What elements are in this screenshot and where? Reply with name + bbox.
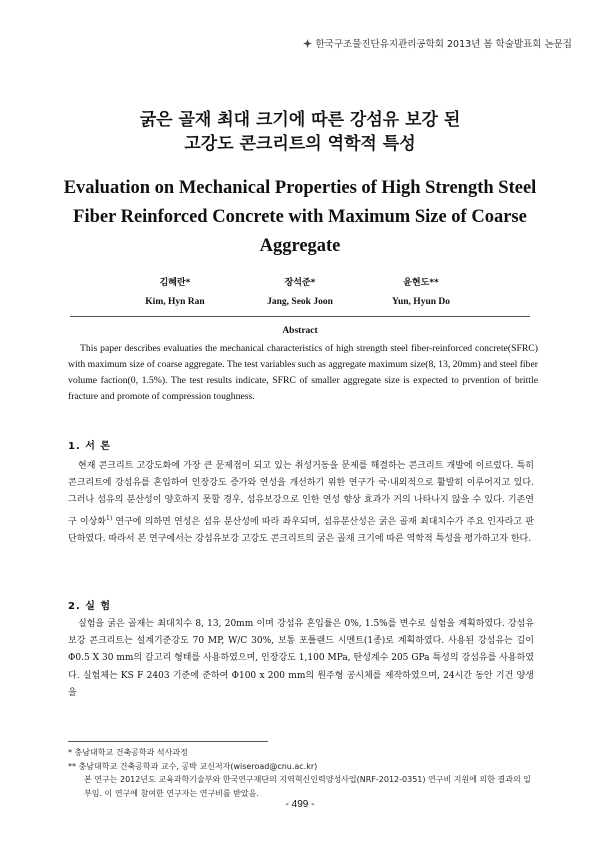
- author-2-english-name: Jang, Seok Joon: [267, 297, 333, 307]
- section-2-body: 실험을 굵은 골재는 최대치수 8, 13, 20mm 이며 강섬유 혼입률은 0%, 1.5%를 변수로 실험을 계획하였다. 강섬유보강 콘크리트는 설계기준강도 70 MP, W/C 30%, 보통 포틀랜드 시멘트(1종)로 계획하였다. 사용된 강섬유는 길이 Φ0.5 X 30 mm의 갈고리 형태를 사용하였으며, 인장강도 1,100 MPa, 탄성계수 205 GPa 특성의 강섬유를 사용하였다. 실험체는 KS F 2403 기준에 준하여 Φ100 x 200 mm의 원주형 공시체를 제작하였으며, 24시간 동안 기건 양생을: [68, 619, 534, 698]
- footnote-1: * 충남대학교 건축공학과 석사과정: [68, 748, 188, 757]
- english-title: [40, 174, 560, 261]
- conference-logo-icon: [303, 39, 312, 48]
- title-divider: [70, 316, 530, 317]
- author-2: [235, 274, 365, 312]
- author-1-english-name: Kim, Hyn Ran: [145, 297, 205, 307]
- footnote-funding: 본 연구는 2012년도 교육과학기술부와 한국연구재단의 지역혁신인력양성사업(NRF-2012-0351) 연구비 지원에 의한 결과의 일부임. 이 연구에 참여한 연구자는 연구비를 받았음.: [84, 775, 531, 798]
- section-1-body: [68, 458, 534, 548]
- citation-marker: 1): [106, 514, 113, 522]
- section-2-heading: 2. 실 험: [68, 601, 112, 612]
- header-text: 한국구조물진단유지관리공학회 2013년 봄 학술발표회 논문집: [315, 39, 572, 50]
- english-title-line1: Evaluation on Mechanical Properties of High Strength Steel: [63, 178, 537, 198]
- author-3-english-name: Yun, Hyun Do: [392, 297, 450, 307]
- author-3-korean-name: 윤현도**: [403, 278, 439, 288]
- abstract-body: This paper describes evaluaties the mechanical characteristics of high strength steel fiber-reinforced concrete(SFRC) with maximum size of coarse aggregate. The test variables such as aggregate maximum size(8, 13, 20mm) and steel fiber volume faction(0, 1.5%). The test results indicate, SFRC of smaller aggregate size is expected to prvention of brittle fracture and promote of compression toughness.: [68, 343, 538, 402]
- author-1-korean-name: 김혜란*: [159, 278, 191, 288]
- korean-title: [0, 108, 600, 156]
- korean-title-line1: 굵은 골재 최대 크기에 따른 강섬유 보강 된: [139, 110, 461, 130]
- english-title-line2: Fiber Reinforced Concrete with Maximum Size of Coarse: [73, 207, 527, 227]
- footnote-2: ** 충남대학교 건축공학과 교수, 공박 교신저자(wiseroad@cnu.ac.kr): [68, 761, 318, 771]
- author-3: [356, 274, 486, 312]
- section-1-heading: 1. 서 론: [68, 441, 112, 452]
- running-header: [303, 36, 572, 50]
- page-number: - 499 -: [285, 799, 315, 810]
- author-1: [110, 274, 240, 312]
- abstract-heading: Abstract: [282, 326, 318, 336]
- footnotes: [68, 746, 534, 800]
- author-2-korean-name: 장석준*: [284, 278, 316, 288]
- footnote-divider: [68, 741, 268, 742]
- section-1-text-b: 연구에 의하면 연성은 섬유 분산성에 따라 좌우되며, 섬유분산성은 굵은 골재 최대치수가 주요 인자라고 판단하였다. 따라서 본 연구에서는 강섬유보강 고강도 콘크리트의 굵은 골재 크기에 따른 역학적 특성을 평가하고자 한다.: [68, 516, 534, 544]
- korean-title-line2: 고강도 콘크리트의 역학적 특성: [184, 134, 416, 154]
- english-title-line3: Aggregate: [259, 236, 341, 256]
- section-1-text-a: 현재 콘크리트 고강도화에 가장 큰 문제점이 되고 있는 취성거동을 문제를 해결하는 콘크리트 개발에 이르렀다. 특히 콘크리트에 강섬유를 혼입하여 인장강도 증가와 연성을 개선하기 위한 연구가 국·내외적으로 활발히 이루어지고 있다. 그러나 섬유의 분산성이 양호하지 못할 경우, 섬유보강으로 인한 연성 향상 효과가 거의 나타나지 않을 수 있다. 기존연구 이상화: [68, 461, 534, 527]
